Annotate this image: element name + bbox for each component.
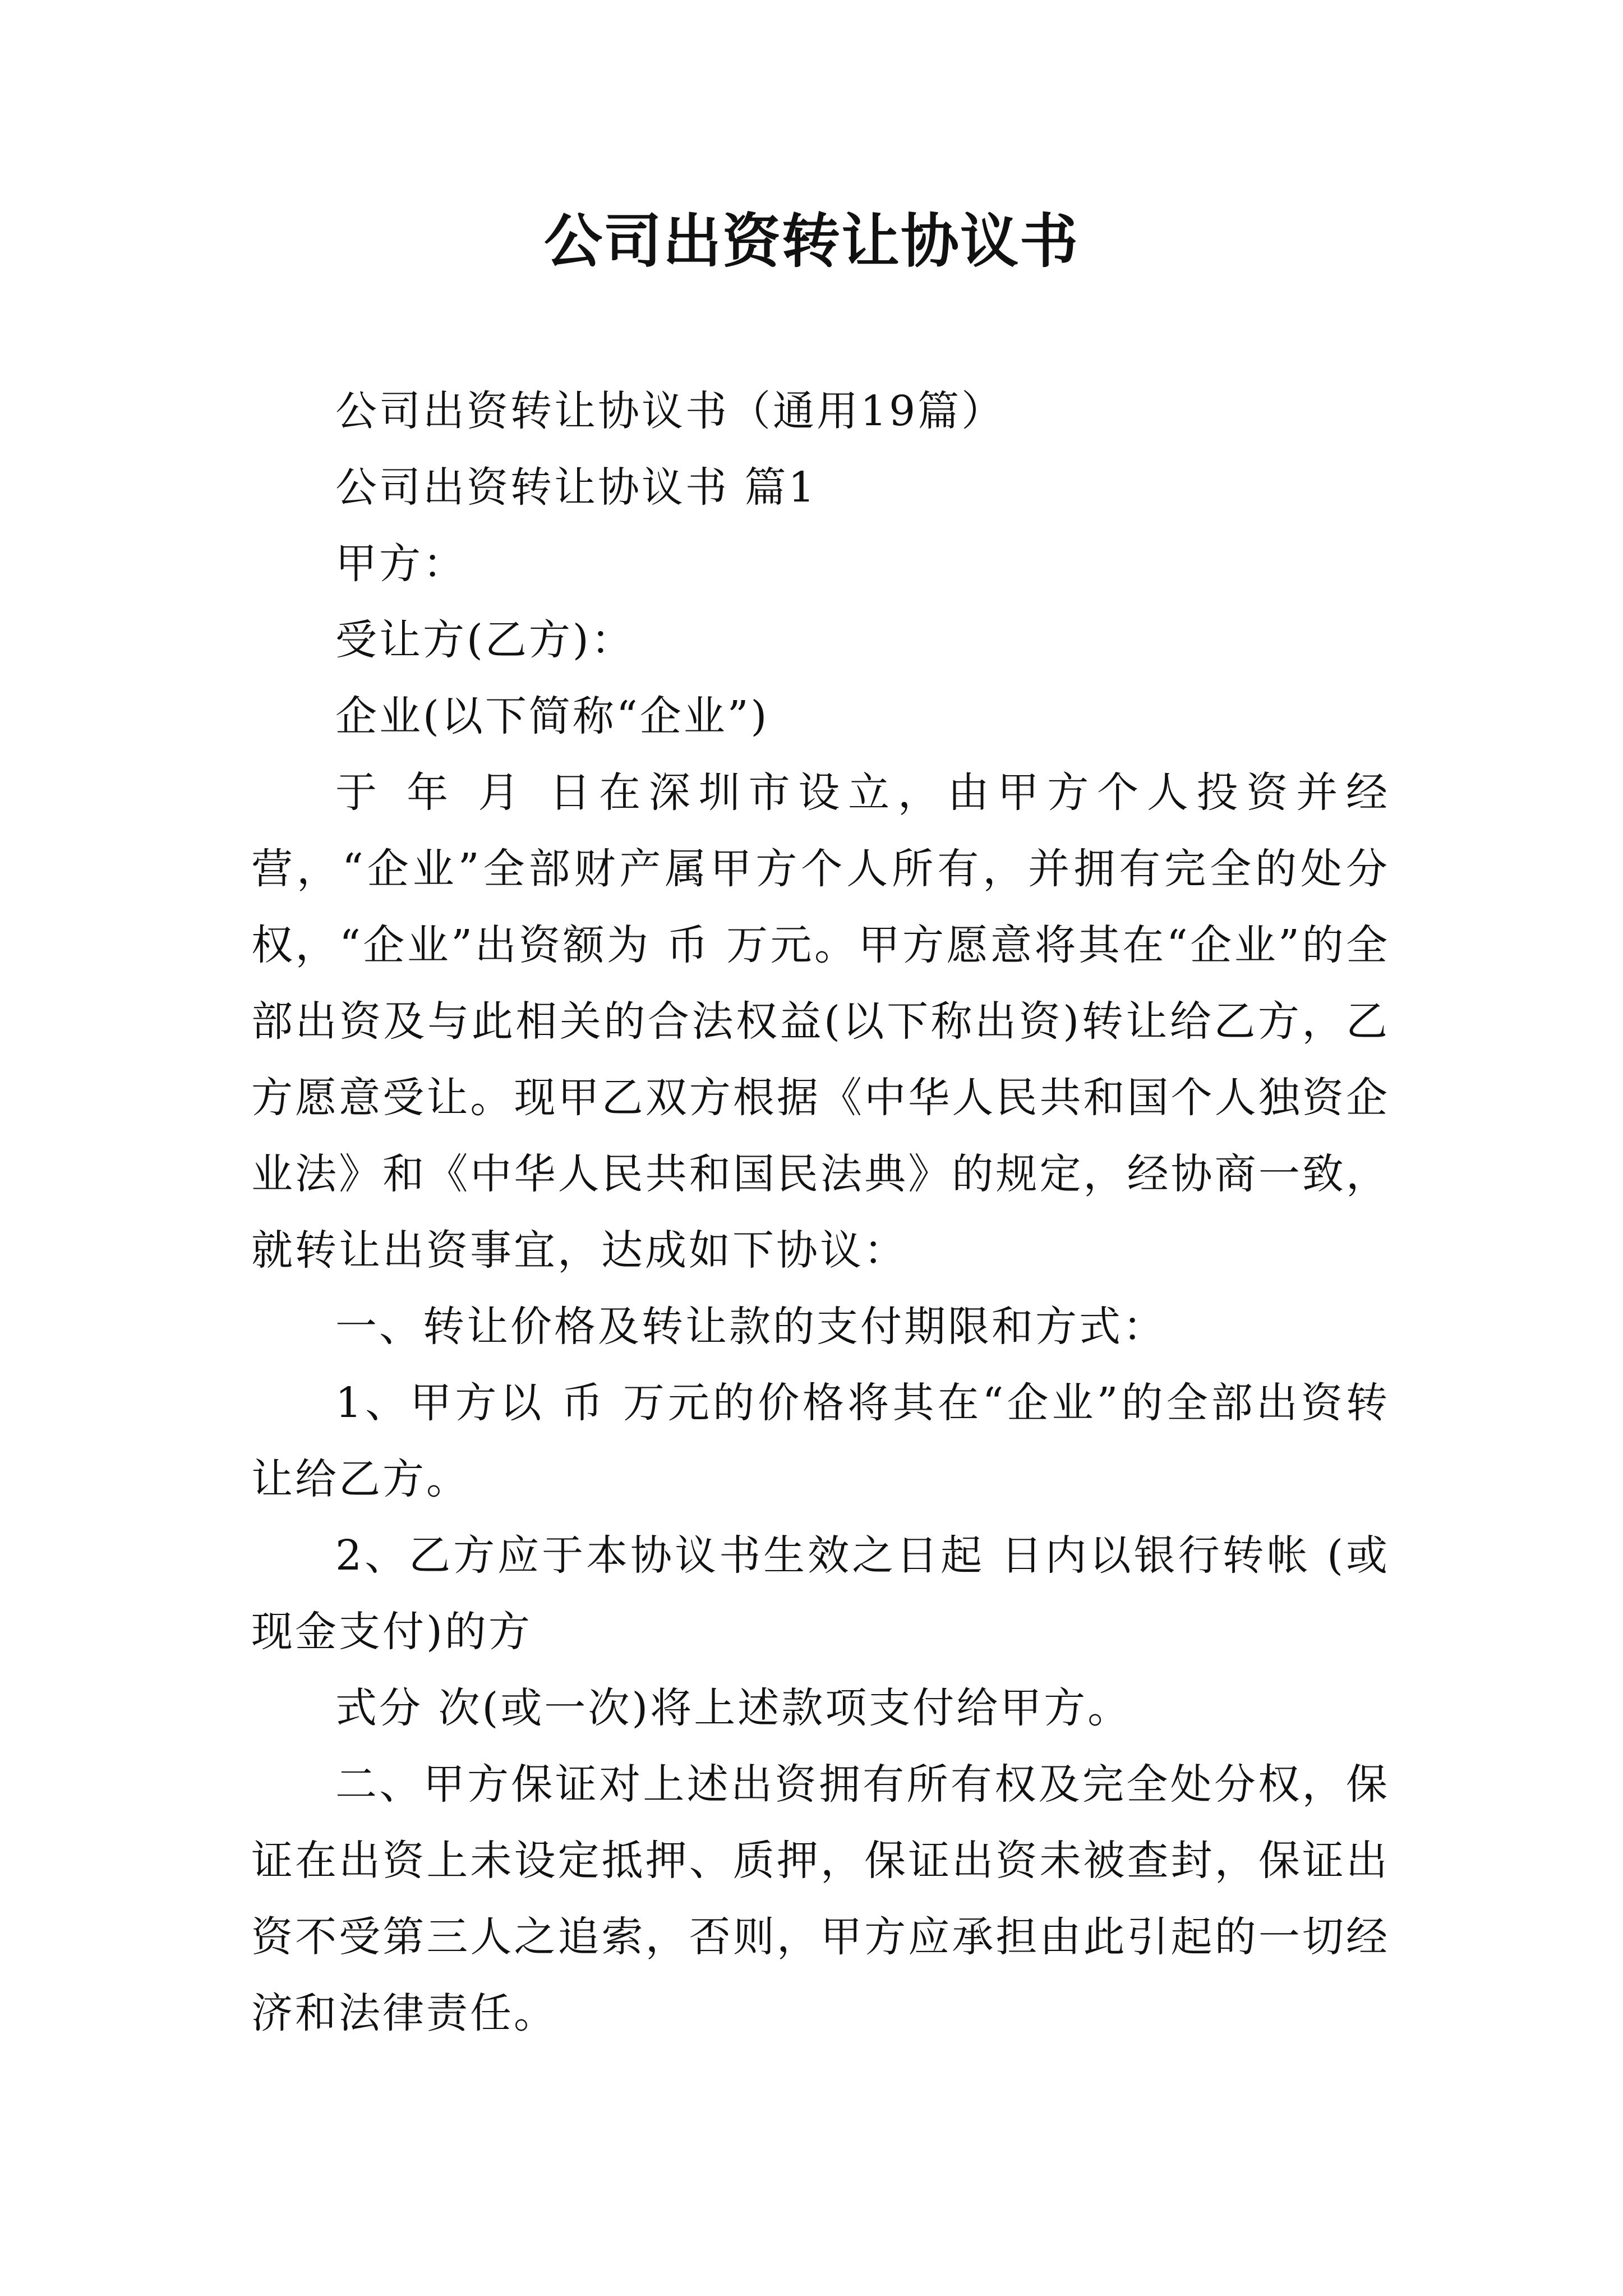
paragraph-party-b: 受让方(乙方)： xyxy=(335,616,635,664)
paragraph-article-heading: 公司出资转让协议书 篇1 xyxy=(335,463,817,512)
paragraph-clause-1-1: 1、甲方以 币 万元的价格将其在“企业”的全部出资转让给乙方。 xyxy=(251,1379,1390,1503)
paragraph-clause-2: 二、甲方保证对上述出资拥有所有权及完全处分权，保证在出资上未设定抵押、质押，保证出资未被查封，保证出资不受第三人之追索，否则，甲方应承担由此引起的一切经济和法律责任。 xyxy=(251,1760,1390,2037)
document-body xyxy=(251,373,1390,2051)
paragraph-subtitle: 公司出资转让协议书（通用19篇） xyxy=(335,387,1006,435)
paragraph-party-a: 甲方： xyxy=(335,540,467,588)
paragraph-clause-1-2: 2、乙方应于本协议书生效之日起 日内以银行转帐 (或现金支付)的方 xyxy=(251,1531,1390,1656)
paragraph-clause-1-2-cont: 式分 次(或一次)将上述款项支付给甲方。 xyxy=(335,1684,1132,1732)
paragraph-enterprise: 企业(以下简称“企业”) xyxy=(335,692,769,740)
document-title: 公司出资转让协议书 xyxy=(543,207,1079,275)
paragraph-preamble: 于 年 月 日在深圳市设立，由甲方个人投资并经营，“企业”全部财产属甲方个人所有，并拥有完全的处分权，“企业”出资额为 币 万元。甲方愿意将其在“企业”的全部出资及与此相关的合法权益(以下称出资)转让给乙方，乙方愿意受让。现甲乙双方根据《中华人民共和国个人独资企业法》和《中华人民共和国民法典》的规定，经协商一致，就转让出资事宜，达成如下协议： xyxy=(251,769,1390,1274)
paragraph-clause-1-heading: 一、转让价格及转让款的支付期限和方式： xyxy=(335,1303,1166,1351)
